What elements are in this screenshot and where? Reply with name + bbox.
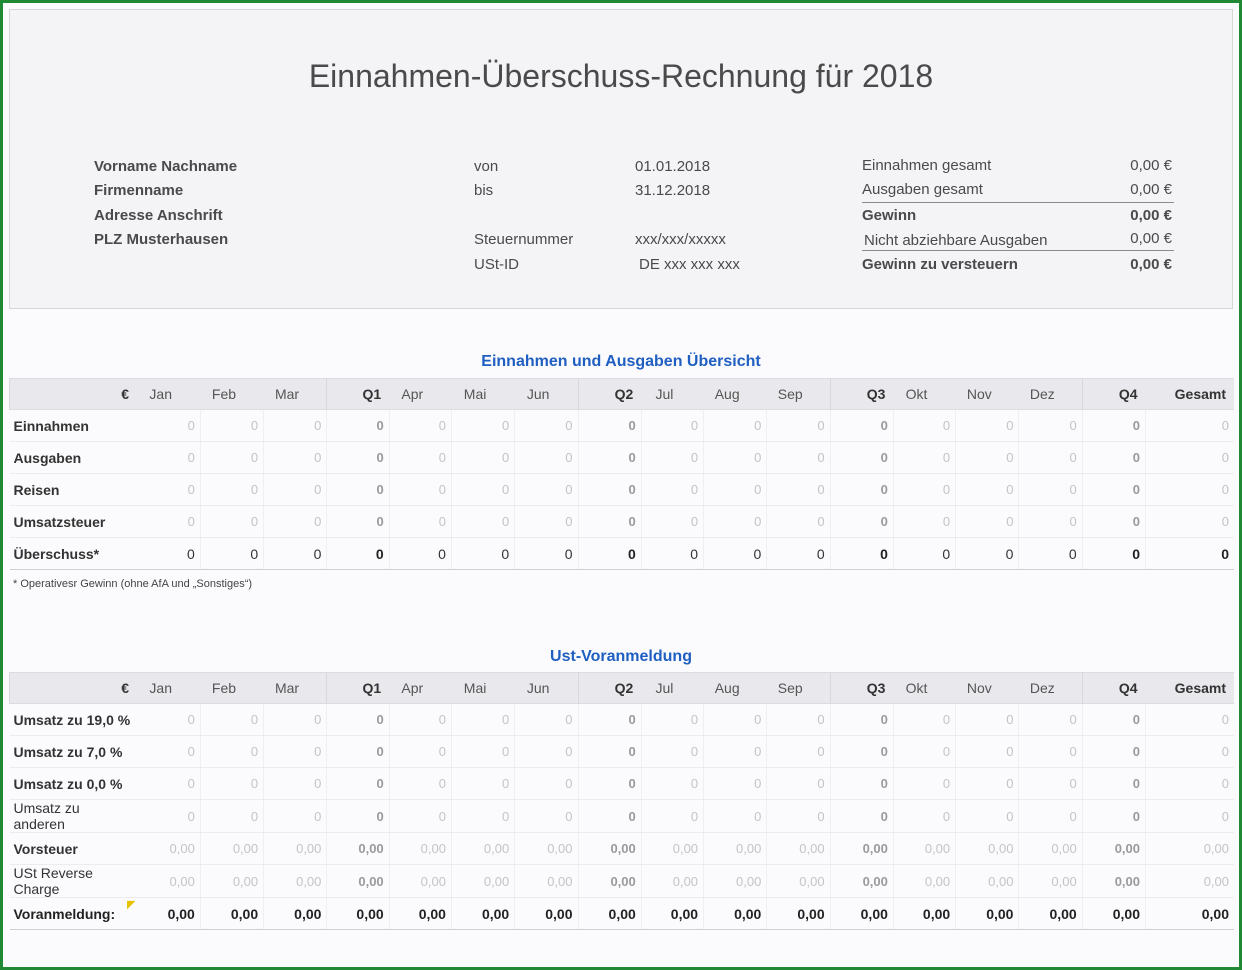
ust-cell[interactable]: 0 — [200, 736, 263, 768]
ust-cell[interactable]: 0 — [641, 736, 703, 768]
overview-total-cell: 0 — [704, 538, 767, 570]
ust-cell[interactable]: 0 — [515, 704, 578, 736]
ust-cell[interactable]: 0 — [641, 768, 703, 800]
overview-total-cell: 0 — [1082, 538, 1145, 570]
ust-col-header: Okt — [893, 673, 955, 704]
overview-col-header: Jul — [641, 379, 703, 410]
summary-expenses-value: 0,00 € — [1130, 181, 1172, 198]
overview-cell[interactable]: 0 — [200, 442, 263, 474]
overview-total-cell: 0 — [830, 538, 893, 570]
overview-cell[interactable]: 0 — [704, 442, 767, 474]
ust-cell[interactable]: 0,00 — [830, 833, 893, 865]
ust-cell[interactable]: 0 — [515, 736, 578, 768]
ust-cell[interactable]: 0 — [830, 736, 893, 768]
ust-cell[interactable]: 0 — [1146, 800, 1235, 833]
ust-cell[interactable]: 0,00 — [515, 865, 578, 898]
from-value[interactable]: 01.01.2018 — [635, 158, 711, 175]
overview-cell[interactable]: 0 — [956, 474, 1019, 506]
overview-col-header: Mar — [264, 379, 327, 410]
summary-taxable-label: Gewinn zu versteuern — [862, 256, 1018, 273]
overview-cell[interactable]: 0 — [1019, 442, 1082, 474]
ust-col-header: Nov — [956, 673, 1019, 704]
ust-row — [10, 768, 1235, 800]
overview-total-cell: 0 — [137, 538, 200, 570]
ust-col-header: Jul — [641, 673, 703, 704]
ust-total-cell: 0,00 — [1082, 898, 1145, 930]
overview-cell[interactable]: 0 — [451, 474, 514, 506]
ust-cell[interactable]: 0,00 — [200, 865, 263, 898]
overview-cell[interactable]: 0 — [389, 506, 451, 538]
ust-cell[interactable]: 0 — [1146, 704, 1235, 736]
overview-cell[interactable]: 0 — [1146, 410, 1235, 442]
overview-col-header: Gesamt — [1146, 379, 1235, 410]
overview-section-title: Einnahmen und Ausgaben Übersicht — [481, 353, 761, 370]
ust-row — [10, 800, 1235, 833]
steuernummer-value[interactable]: xxx/xxx/xxxxx — [635, 231, 726, 248]
overview-total-cell: 0 — [641, 538, 703, 570]
ust-cell[interactable]: 0,00 — [704, 865, 767, 898]
overview-col-header: Apr — [389, 379, 451, 410]
to-label: bis — [474, 182, 494, 199]
ust-row-label: USt Reverse Charge — [10, 865, 138, 898]
overview-cell[interactable]: 0 — [137, 442, 200, 474]
overview-cell[interactable]: 0 — [641, 410, 703, 442]
overview-col-header: Mai — [451, 379, 514, 410]
ust-cell[interactable]: 0,00 — [1019, 865, 1082, 898]
overview-cell[interactable]: 0 — [200, 506, 263, 538]
ust-cell[interactable]: 0 — [451, 704, 514, 736]
ust-cell[interactable]: 0 — [830, 800, 893, 833]
overview-cell[interactable]: 0 — [451, 506, 514, 538]
ust-total-cell: 0,00 — [578, 898, 641, 930]
ust-table — [9, 672, 1234, 930]
summary-profit-label: Gewinn — [862, 207, 917, 224]
ust-row-label: Umsatz zu anderen — [10, 800, 138, 833]
ust-cell[interactable]: 0,00 — [264, 865, 327, 898]
overview-col-header: Okt — [893, 379, 955, 410]
ust-cell[interactable]: 0 — [200, 800, 263, 833]
ust-cell[interactable]: 0 — [137, 800, 200, 833]
overview-total-cell: 0 — [1019, 538, 1082, 570]
overview-col-header: Sep — [767, 379, 830, 410]
ust-cell[interactable]: 0 — [830, 768, 893, 800]
ust-cell[interactable]: 0 — [767, 736, 830, 768]
ust-total-cell: 0,00 — [264, 898, 327, 930]
ust-row — [10, 865, 1235, 898]
overview-cell[interactable]: 0 — [1019, 410, 1082, 442]
ust-col-header: Dez — [1019, 673, 1082, 704]
ust-cell[interactable]: 0,00 — [327, 865, 389, 898]
ust-id-value[interactable]: DE xxx xxx xxx — [639, 256, 740, 273]
overview-cell[interactable]: 0 — [1019, 506, 1082, 538]
overview-total-cell: 0 — [893, 538, 955, 570]
ust-cell[interactable]: 0 — [451, 768, 514, 800]
overview-total-cell: 0 — [264, 538, 327, 570]
ust-cell[interactable]: 0 — [956, 768, 1019, 800]
ust-cell[interactable]: 0 — [137, 768, 200, 800]
ust-cell[interactable]: 0 — [704, 704, 767, 736]
ust-cell[interactable]: 0 — [264, 736, 327, 768]
overview-total-cell: 0 — [515, 538, 578, 570]
overview-cell[interactable]: 0 — [200, 410, 263, 442]
overview-cell[interactable]: 0 — [767, 442, 830, 474]
overview-row — [10, 506, 1235, 538]
ust-cell[interactable]: 0 — [1082, 736, 1145, 768]
ust-cell[interactable]: 0 — [641, 800, 703, 833]
ust-cell[interactable]: 0 — [578, 704, 641, 736]
overview-col-header: Aug — [704, 379, 767, 410]
ust-section-title: Ust-Voranmeldung — [550, 648, 692, 665]
ust-cell[interactable]: 0 — [327, 768, 389, 800]
ust-cell[interactable]: 0,00 — [451, 833, 514, 865]
ust-cell[interactable]: 0,00 — [893, 865, 955, 898]
summary-profit-value: 0,00 € — [1130, 207, 1172, 224]
ust-total-cell: 0,00 — [767, 898, 830, 930]
ust-cell[interactable]: 0,00 — [1146, 833, 1235, 865]
ust-cell[interactable]: 0 — [956, 704, 1019, 736]
ust-cell[interactable]: 0 — [893, 768, 955, 800]
overview-cell[interactable]: 0 — [830, 442, 893, 474]
overview-col-header: Q3 — [830, 379, 893, 410]
ust-cell[interactable]: 0 — [767, 704, 830, 736]
ust-cell[interactable]: 0 — [830, 704, 893, 736]
ust-row — [10, 704, 1235, 736]
ust-total-cell: 0,00 — [327, 898, 389, 930]
ust-cell[interactable]: 0 — [893, 800, 955, 833]
ust-row-label: Vorsteuer — [10, 833, 138, 865]
overview-footnote: * Operativesr Gewinn (ohne AfA und „Sonstiges“) — [13, 578, 253, 590]
summary-income-label: Einnahmen gesamt — [862, 157, 992, 174]
ust-cell[interactable]: 0,00 — [451, 865, 514, 898]
ust-cell[interactable]: 0 — [389, 704, 451, 736]
overview-row-label: Reisen — [10, 474, 138, 506]
overview-cell[interactable]: 0 — [389, 474, 451, 506]
overview-cell[interactable]: 0 — [1082, 410, 1145, 442]
ust-cell[interactable]: 0,00 — [327, 833, 389, 865]
ust-cell[interactable]: 0 — [327, 704, 389, 736]
ust-total-cell: 0,00 — [956, 898, 1019, 930]
ust-cell[interactable]: 0,00 — [264, 833, 327, 865]
ust-cell[interactable]: 0,00 — [389, 833, 451, 865]
overview-cell[interactable]: 0 — [137, 474, 200, 506]
overview-total-cell: 0 — [327, 538, 389, 570]
ust-row-label: Umsatz zu 0,0 % — [10, 768, 138, 800]
overview-cell[interactable]: 0 — [515, 442, 578, 474]
ust-cell[interactable]: 0,00 — [578, 833, 641, 865]
ust-cell[interactable]: 0,00 — [956, 833, 1019, 865]
ust-cell[interactable]: 0 — [1082, 768, 1145, 800]
ust-cell[interactable]: 0 — [956, 800, 1019, 833]
overview-cell[interactable]: 0 — [327, 506, 389, 538]
overview-cell[interactable]: 0 — [704, 474, 767, 506]
ust-cell[interactable]: 0,00 — [1082, 833, 1145, 865]
to-value[interactable]: 31.12.2018 — [635, 182, 711, 199]
header-panel — [9, 9, 1233, 309]
ust-total-cell: 0,00 — [515, 898, 578, 930]
ust-total-cell: 0,00 — [893, 898, 955, 930]
ust-col-header: Aug — [704, 673, 767, 704]
overview-cell[interactable]: 0 — [956, 410, 1019, 442]
overview-cell[interactable]: 0 — [264, 506, 327, 538]
overview-row-label: Einnahmen — [10, 410, 138, 442]
overview-row-label: Umsatzsteuer — [10, 506, 138, 538]
ust-total-cell: 0,00 — [830, 898, 893, 930]
ust-col-header: Q1 — [327, 673, 389, 704]
summary-taxable-value: 0,00 € — [1130, 256, 1172, 273]
overview-cell[interactable]: 0 — [767, 474, 830, 506]
ust-cell[interactable]: 0,00 — [956, 865, 1019, 898]
ust-col-header: Sep — [767, 673, 830, 704]
overview-total-cell: 0 — [200, 538, 263, 570]
ust-cell[interactable]: 0,00 — [893, 833, 955, 865]
overview-cell[interactable]: 0 — [200, 474, 263, 506]
ust-col-header: Jun — [515, 673, 578, 704]
steuernummer-label: Steuernummer — [474, 231, 574, 248]
overview-cell[interactable]: 0 — [515, 474, 578, 506]
overview-cell[interactable]: 0 — [264, 442, 327, 474]
ust-cell[interactable]: 0,00 — [1019, 833, 1082, 865]
ust-cell[interactable]: 0 — [767, 768, 830, 800]
overview-col-header: Dez — [1019, 379, 1082, 410]
address-street: Adresse Anschrift — [94, 207, 223, 224]
overview-total-cell: 0 — [389, 538, 451, 570]
from-label: von — [474, 158, 499, 175]
ust-cell[interactable]: 0 — [264, 704, 327, 736]
overview-col-header: Nov — [956, 379, 1019, 410]
ust-total-cell: 0,00 — [1019, 898, 1082, 930]
overview-row — [10, 410, 1235, 442]
ust-total-cell: 0,00 — [1146, 898, 1235, 930]
overview-total-cell: 0 — [578, 538, 641, 570]
ust-total-cell: 0,00 — [137, 898, 200, 930]
overview-total-cell: 0 — [767, 538, 830, 570]
address-name: Vorname Nachname — [94, 158, 238, 175]
ust-cell[interactable]: 0,00 — [767, 833, 830, 865]
ust-cell[interactable]: 0 — [1019, 704, 1082, 736]
ust-total-row — [10, 898, 1235, 930]
overview-cell[interactable]: 0 — [327, 474, 389, 506]
ust-cell[interactable]: 0,00 — [830, 865, 893, 898]
ust-cell[interactable]: 0 — [389, 800, 451, 833]
overview-cell[interactable]: 0 — [451, 442, 514, 474]
overview-cell[interactable]: 0 — [578, 474, 641, 506]
ust-cell[interactable]: 0 — [389, 768, 451, 800]
overview-cell[interactable]: 0 — [1146, 474, 1235, 506]
ust-cell[interactable]: 0 — [515, 768, 578, 800]
overview-cell[interactable]: 0 — [956, 506, 1019, 538]
overview-cell[interactable]: 0 — [137, 410, 200, 442]
overview-total-row — [10, 538, 1235, 570]
ust-cell[interactable]: 0,00 — [515, 833, 578, 865]
overview-col-header: Jun — [515, 379, 578, 410]
ust-total-cell: 0,00 — [451, 898, 514, 930]
ust-cell[interactable]: 0 — [578, 800, 641, 833]
overview-cell[interactable]: 0 — [767, 410, 830, 442]
ust-total-cell: 0,00 — [200, 898, 263, 930]
overview-cell[interactable]: 0 — [893, 410, 955, 442]
ust-col-header: Q4 — [1082, 673, 1145, 704]
summary-income-value: 0,00 € — [1130, 157, 1172, 174]
ust-cell[interactable]: 0 — [1082, 800, 1145, 833]
overview-cell[interactable]: 0 — [578, 506, 641, 538]
overview-cell[interactable]: 0 — [515, 506, 578, 538]
ust-cell[interactable]: 0 — [704, 736, 767, 768]
overview-cell[interactable]: 0 — [893, 506, 955, 538]
ust-cell[interactable]: 0 — [641, 704, 703, 736]
ust-cell[interactable]: 0,00 — [704, 833, 767, 865]
ust-cell[interactable]: 0,00 — [1146, 865, 1235, 898]
ust-cell[interactable]: 0,00 — [578, 865, 641, 898]
overview-cell[interactable]: 0 — [893, 474, 955, 506]
ust-cell[interactable]: 0 — [893, 704, 955, 736]
ust-cell[interactable]: 0 — [767, 800, 830, 833]
summary-nondeductible-label: Nicht abziehbare Ausgaben — [864, 232, 1048, 249]
ust-col-header: Mai — [451, 673, 514, 704]
overview-total-row-label: Überschuss* — [10, 538, 138, 570]
overview-cell[interactable]: 0 — [1082, 442, 1145, 474]
ust-col-header: € — [10, 673, 138, 704]
ust-cell[interactable]: 0 — [1082, 704, 1145, 736]
ust-col-header: Gesamt — [1146, 673, 1235, 704]
overview-cell[interactable]: 0 — [327, 410, 389, 442]
ust-col-header: Q3 — [830, 673, 893, 704]
overview-col-header: Feb — [200, 379, 263, 410]
ust-cell[interactable]: 0 — [327, 736, 389, 768]
overview-col-header: Jan — [137, 379, 200, 410]
ust-row-label: Umsatz zu 19,0 % — [10, 704, 138, 736]
ust-cell[interactable]: 0 — [264, 768, 327, 800]
ust-total-row-label: Voranmeldung: — [10, 898, 138, 930]
overview-cell[interactable]: 0 — [893, 442, 955, 474]
ust-id-label: USt-ID — [474, 256, 519, 273]
ust-cell[interactable]: 0 — [1146, 736, 1235, 768]
overview-cell[interactable]: 0 — [830, 410, 893, 442]
overview-cell[interactable]: 0 — [956, 442, 1019, 474]
overview-cell[interactable]: 0 — [389, 442, 451, 474]
ust-row — [10, 833, 1235, 865]
ust-cell[interactable]: 0,00 — [200, 833, 263, 865]
ust-cell[interactable]: 0,00 — [641, 833, 703, 865]
overview-col-header: Q2 — [578, 379, 641, 410]
ust-cell[interactable]: 0 — [327, 800, 389, 833]
overview-cell[interactable]: 0 — [137, 506, 200, 538]
ust-cell[interactable]: 0 — [704, 800, 767, 833]
ust-col-header: Mar — [264, 673, 327, 704]
ust-cell[interactable]: 0,00 — [641, 865, 703, 898]
overview-cell[interactable]: 0 — [515, 410, 578, 442]
overview-cell[interactable]: 0 — [1146, 442, 1235, 474]
ust-cell[interactable]: 0,00 — [137, 833, 200, 865]
overview-cell[interactable]: 0 — [830, 474, 893, 506]
ust-col-header: Jan — [137, 673, 200, 704]
overview-row-label: Ausgaben — [10, 442, 138, 474]
ust-cell[interactable]: 0,00 — [767, 865, 830, 898]
overview-table — [9, 378, 1234, 570]
ust-row-label: Umsatz zu 7,0 % — [10, 736, 138, 768]
overview-cell[interactable]: 0 — [641, 442, 703, 474]
overview-col-header: Q1 — [327, 379, 389, 410]
ust-total-cell: 0,00 — [704, 898, 767, 930]
ust-cell[interactable]: 0 — [578, 736, 641, 768]
ust-cell[interactable]: 0 — [264, 800, 327, 833]
overview-cell[interactable]: 0 — [327, 442, 389, 474]
ust-row — [10, 736, 1235, 768]
overview-cell[interactable]: 0 — [578, 410, 641, 442]
ust-cell[interactable]: 0 — [389, 736, 451, 768]
ust-cell[interactable]: 0 — [578, 768, 641, 800]
ust-cell[interactable]: 0 — [451, 800, 514, 833]
ust-cell[interactable]: 0 — [200, 768, 263, 800]
overview-row — [10, 474, 1235, 506]
summary-nondeductible-value: 0,00 € — [1130, 230, 1172, 247]
overview-cell[interactable]: 0 — [767, 506, 830, 538]
overview-row — [10, 442, 1235, 474]
ust-cell[interactable]: 0 — [1019, 768, 1082, 800]
address-company: Firmenname — [94, 182, 184, 199]
ust-cell[interactable]: 0,00 — [1082, 865, 1145, 898]
ust-cell[interactable]: 0 — [451, 736, 514, 768]
overview-cell[interactable]: 0 — [830, 506, 893, 538]
ust-col-header: Apr — [389, 673, 451, 704]
ust-cell[interactable]: 0 — [137, 736, 200, 768]
overview-cell[interactable]: 0 — [1146, 506, 1235, 538]
ust-cell[interactable]: 0 — [893, 736, 955, 768]
ust-cell[interactable]: 0 — [1146, 768, 1235, 800]
ust-cell[interactable]: 0 — [200, 704, 263, 736]
ust-cell[interactable]: 0 — [515, 800, 578, 833]
ust-cell[interactable]: 0,00 — [137, 865, 200, 898]
overview-cell[interactable]: 0 — [704, 506, 767, 538]
overview-cell[interactable]: 0 — [578, 442, 641, 474]
overview-cell[interactable]: 0 — [1019, 474, 1082, 506]
comment-marker-icon: ◤ — [127, 899, 136, 911]
ust-cell[interactable]: 0,00 — [389, 865, 451, 898]
ust-col-header: Q2 — [578, 673, 641, 704]
ust-total-cell: 0,00 — [641, 898, 703, 930]
overview-cell[interactable]: 0 — [264, 474, 327, 506]
overview-cell[interactable]: 0 — [1082, 506, 1145, 538]
ust-cell[interactable]: 0 — [956, 736, 1019, 768]
ust-total-cell: 0,00 — [389, 898, 451, 930]
overview-col-header: Q4 — [1082, 379, 1145, 410]
overview-cell[interactable]: 0 — [704, 410, 767, 442]
ust-col-header: Feb — [200, 673, 263, 704]
overview-cell[interactable]: 0 — [451, 410, 514, 442]
ust-cell[interactable]: 0 — [137, 704, 200, 736]
page-title: Einnahmen-Überschuss-Rechnung für 2018 — [308, 58, 934, 94]
overview-total-cell: 0 — [956, 538, 1019, 570]
address-city: PLZ Musterhausen — [94, 231, 229, 248]
overview-cell[interactable]: 0 — [641, 506, 703, 538]
ust-cell[interactable]: 0 — [1019, 800, 1082, 833]
summary-divider — [862, 250, 1174, 251]
overview-col-header: € — [10, 379, 138, 410]
overview-cell[interactable]: 0 — [641, 474, 703, 506]
summary-divider — [862, 202, 1174, 203]
ust-cell[interactable]: 0 — [1019, 736, 1082, 768]
overview-total-cell: 0 — [1146, 538, 1235, 570]
overview-cell[interactable]: 0 — [264, 410, 327, 442]
summary-expenses-label: Ausgaben gesamt — [862, 181, 983, 198]
overview-cell[interactable]: 0 — [1082, 474, 1145, 506]
overview-cell[interactable]: 0 — [389, 410, 451, 442]
ust-cell[interactable]: 0 — [704, 768, 767, 800]
overview-total-cell: 0 — [451, 538, 514, 570]
